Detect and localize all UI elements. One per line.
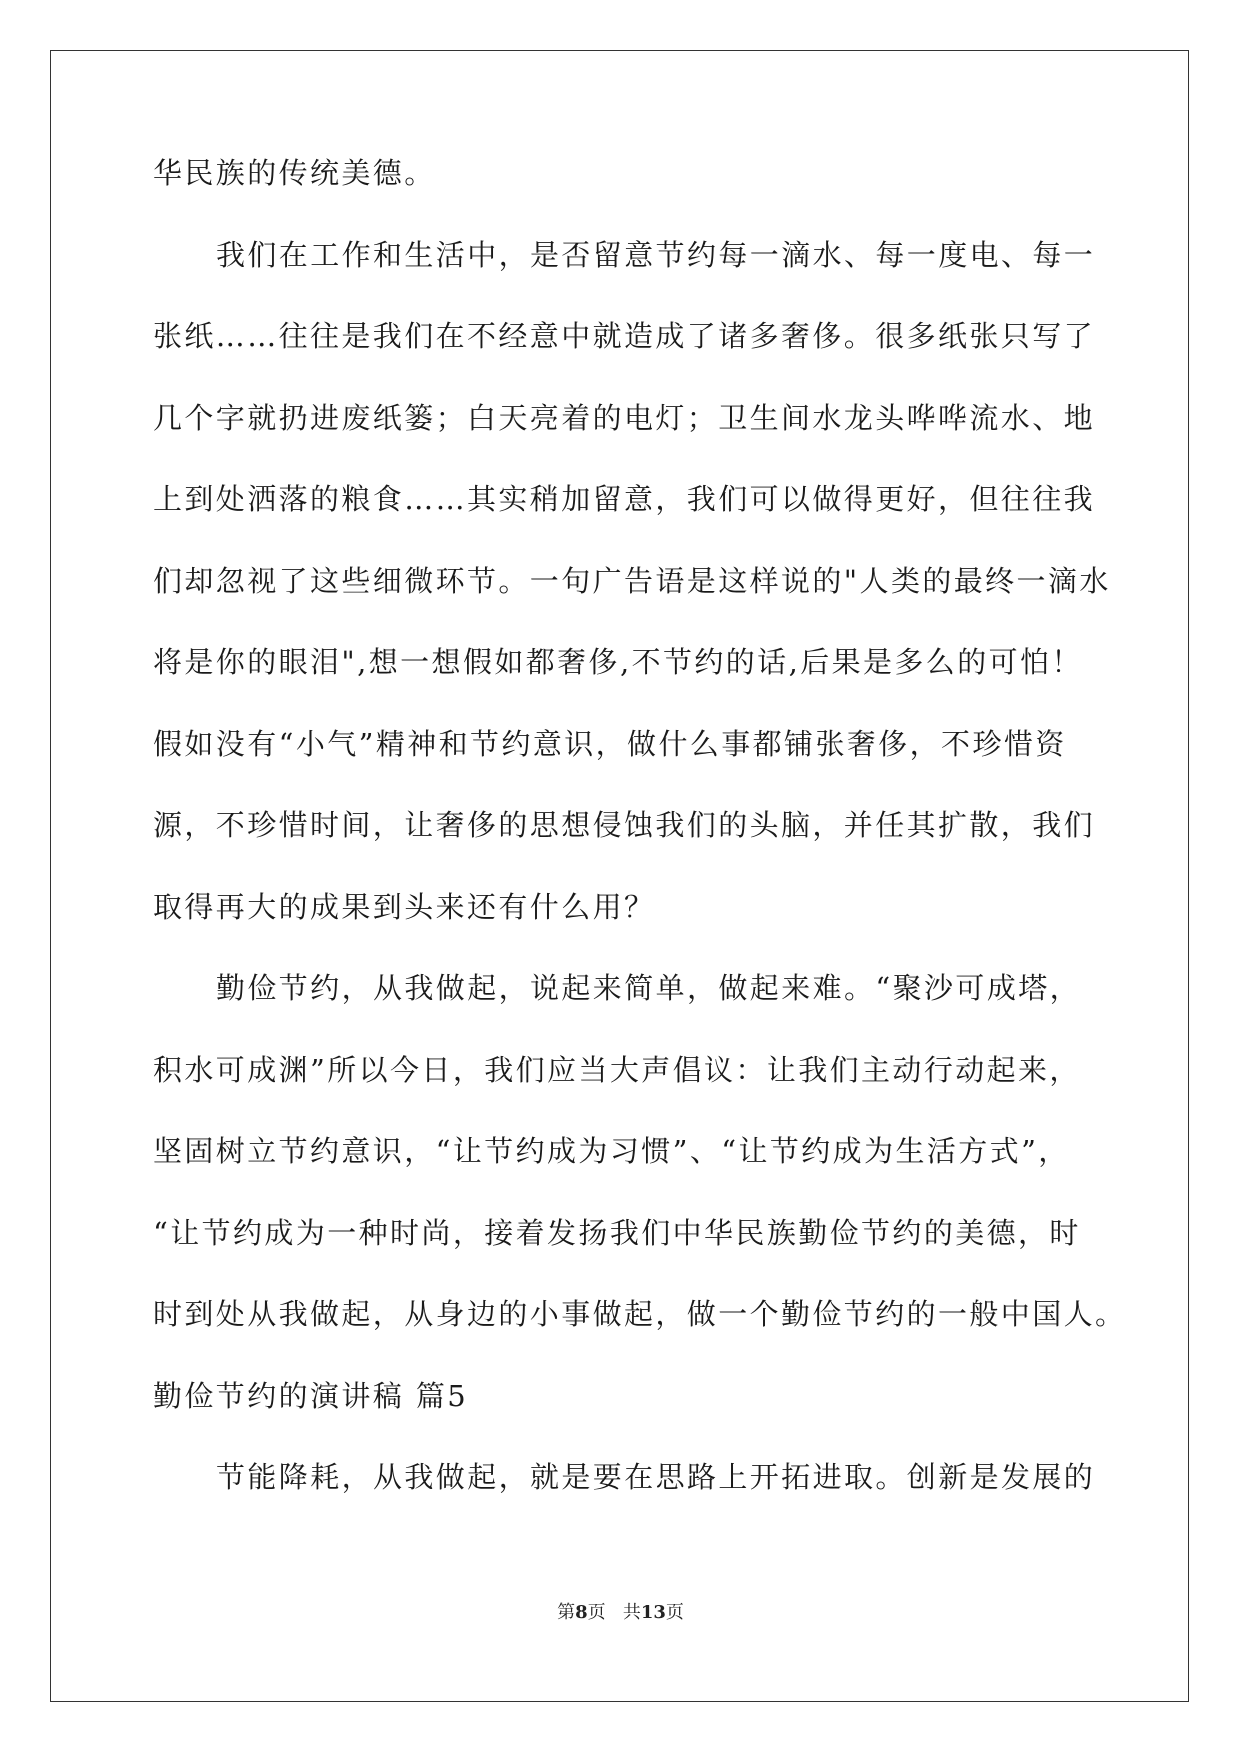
page-footer	[0, 1598, 1241, 1624]
text-line: 勤俭节约，从我做起，说起来简单，做起来难。“聚沙可成塔，	[216, 971, 1082, 1005]
text-line: 取得再大的成果到头来还有什么用？	[153, 889, 656, 924]
text-line: 时到处从我做起，从身边的小事做起，做一个勤俭节约的一般中国人。	[153, 1297, 1127, 1331]
text-line: 我们在工作和生活中，是否留意节约每一滴水、每一度电、每一	[216, 237, 1096, 272]
text-line: 张纸……往往是我们在不经意中就造成了诸多奢侈。很多纸张只写了	[153, 319, 1096, 353]
text-line: 积水可成渊”所以今日，我们应当大声倡议：让我们主动行动起来，	[153, 1052, 1081, 1087]
total-prefix: 共	[622, 1602, 641, 1623]
text-line: 上到处洒落的粮食……其实稍加留意，我们可以做得更好，但往往我	[153, 482, 1096, 516]
text-line: 坚固树立节约意识，“让节约成为习惯”、“让节约成为生活方式”，	[153, 1134, 1070, 1168]
text-line: 们却忽视了这些细微环节。一句广告语是这样说的"人类的最终一滴水	[153, 563, 1111, 598]
text-line: 源，不珍惜时间，让奢侈的思想侵蚀我们的头脑，并任其扩散，我们	[153, 808, 1096, 842]
text-line: 节能降耗，从我做起，就是要在思路上开拓进取。创新是发展的	[216, 1460, 1096, 1494]
total-pages: 13	[640, 1602, 666, 1623]
text-line: “让节约成为一种时尚，接着发扬我们中华民族勤俭节约的美德，时	[153, 1215, 1081, 1250]
total-suffix: 页	[665, 1602, 684, 1623]
document-body	[153, 152, 1127, 1538]
section-heading: 勤俭节约的演讲稿 篇5	[153, 1378, 469, 1413]
page-prefix: 第	[557, 1602, 576, 1623]
page-number: 8	[575, 1602, 588, 1623]
text-line: 将是你的眼泪",想一想假如都奢侈,不节约的话,后果是多么的可怕！	[153, 645, 1083, 679]
text-line: 假如没有“小气”精神和节约意识，做什么事都铺张奢侈，不珍惜资	[153, 726, 1067, 761]
page-suffix: 页	[587, 1602, 606, 1623]
text-line: 几个字就扔进废纸篓；白天亮着的电灯；卫生间水龙头哗哗流水、地	[153, 400, 1096, 435]
text-line: 华民族的传统美德。	[153, 156, 436, 190]
